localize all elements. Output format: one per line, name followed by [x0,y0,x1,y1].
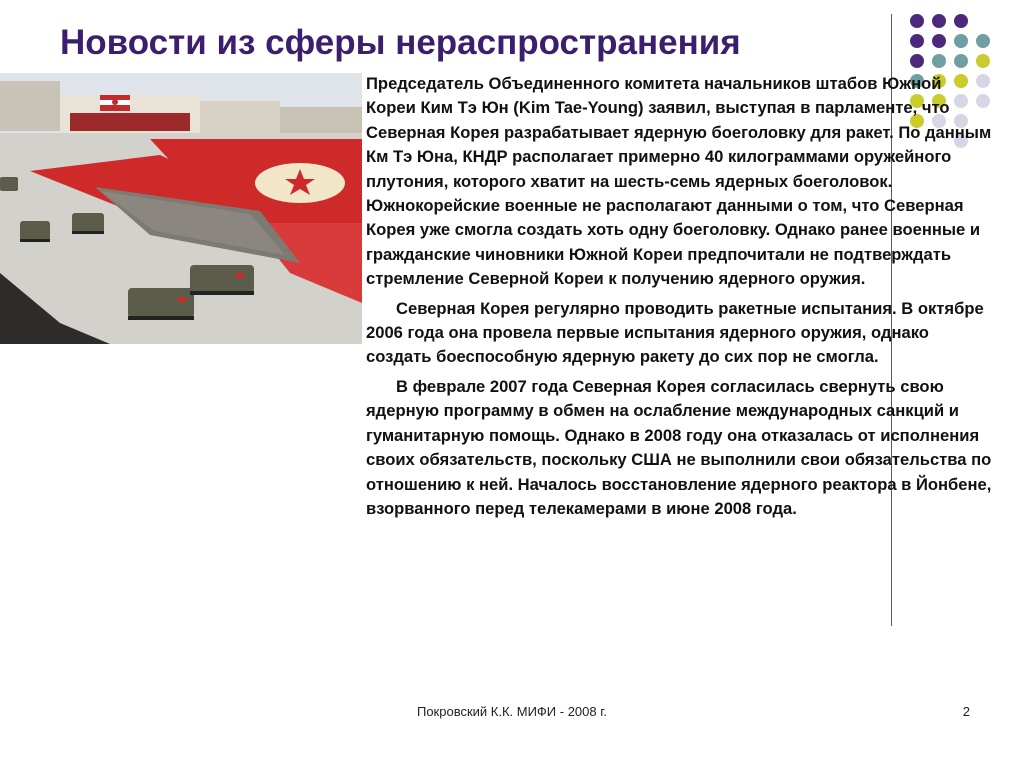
decorative-dot [910,14,924,28]
decorative-dot [932,34,946,48]
decorative-dot [954,54,968,68]
slide-footer: Покровский К.К. МИФИ - 2008 г. [416,704,608,719]
decorative-dot [932,14,946,28]
parade-photo [0,73,362,344]
decorative-dot [910,34,924,48]
decorative-dot [976,34,990,48]
paragraph-3: В феврале 2007 года Северная Корея согласилась свернуть свою ядерную программу в обмен на ослабление международных санкций и гуманитарную помощь. Однако в 2008 году она отказалась от исполнения своих обязательств, поскольку США не выполнили свои обязательства по отношению к ней. Началось восстановление ядерного реактора в Йонбене, взорванного перед телекамерами в июне 2008 года. [366,376,992,518]
decorative-dot [910,54,924,68]
paragraph-1: Председатель Объединенного комитета начальников штабов Южной Кореи Ким Тэ Юн (Kim Tae-Young) заявил, выступая в парламенте, что Северная Корея разрабатывает ядерную боеголовку для ракет. По данным Км Тэ Юна, КНДР располагает примерно 40 килограммами оружейного плутония, которого хватит на шесть-семь ядерных боеголовок. Южнокорейские военные не располагают данными о том, что Северная Корея уже смогла создать хоть одну боеголовку. Однако ранее военные и гражданские чиновники Южной Кореи предпочитали не подтверждать стремление Северной Кореи к получению ядерного оружия. [366,74,992,289]
decorative-dot [932,54,946,68]
page-number: 2 [962,704,970,719]
decorative-dot [954,34,968,48]
decorative-dot [976,54,990,68]
paragraph-2: Северная Корея регулярно проводить ракетные испытания. В октябре 2006 года она провела первые испытания ядерного оружия, однако создать боеспособную ядерную ракету до сих пор не смогла. [366,298,984,367]
body-text [366,72,994,521]
decorative-dot [954,14,968,28]
slide-title: Новости из сферы нераспространения [60,23,741,62]
